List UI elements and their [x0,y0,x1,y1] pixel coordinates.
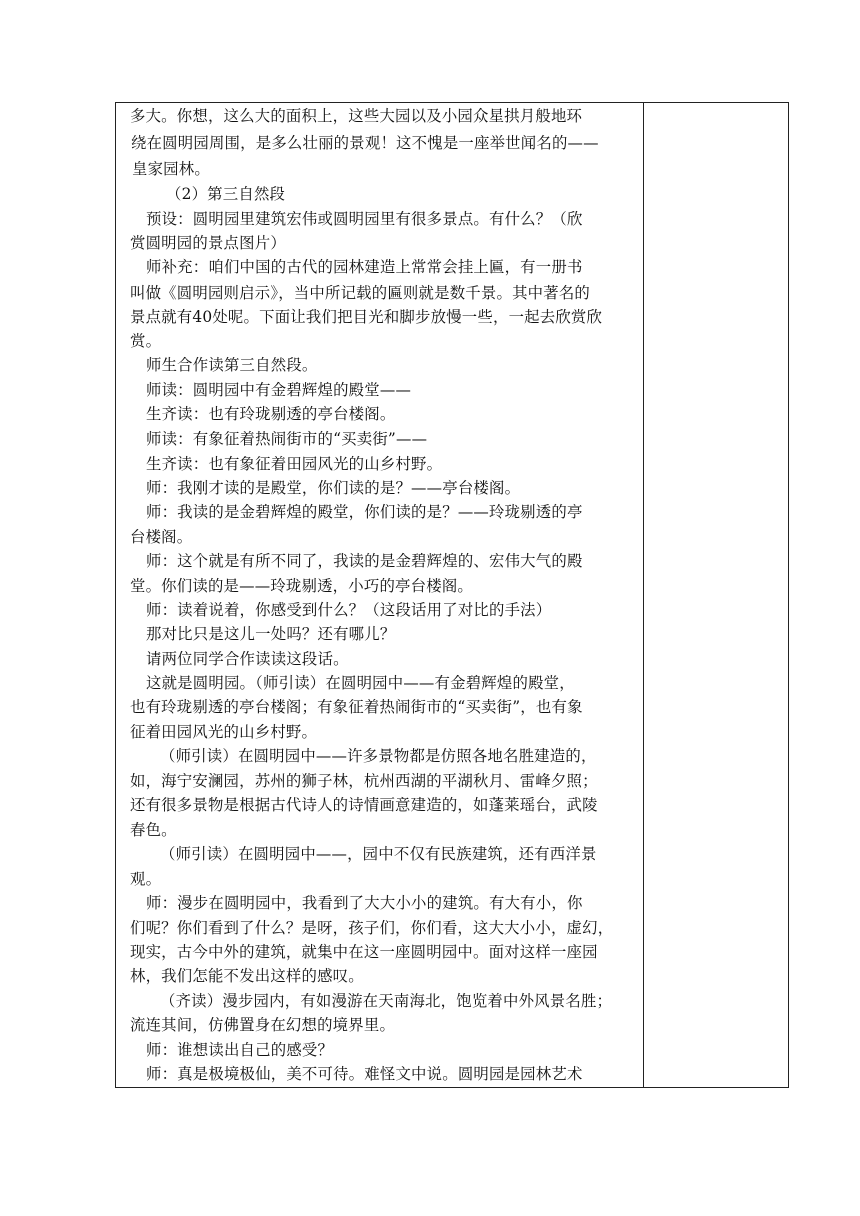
text-line: 皇家园林。 [132,160,210,178]
text-line: 还有很多景物是根据古代诗人的诗情画意建造的，如蓬莱瑶台，武陵 [130,796,598,814]
text-line: 多大。你想，这么大的面积上，这些大园以及小园众星拱月般地环 [130,107,583,125]
text-line: 预设：圆明园里建筑宏伟或圆明园里有很多景点。有什么？（欣 [146,210,583,228]
lesson-content-cell [116,103,643,1087]
text-line: 师：我刚才读的是殿堂，你们读的是？——亭台楼阁。 [146,479,521,497]
section-heading: （2）第三自然段 [166,185,286,203]
text-line: 师：漫步在圆明园中，我看到了大大小小的建筑。有大有小，你 [146,894,583,912]
text-line: 春色。 [130,821,177,839]
text-line: 台楼阁。 [130,528,193,546]
text-line: 这就是圆明园。（师引读）在圆明园中——有金碧辉煌的殿堂， [146,674,575,692]
text-line: 那对比只是这儿一处吗？还有哪儿？ [146,625,396,643]
text-line: 赏。 [130,332,162,350]
text-line: 师读：圆明园中有金碧辉煌的殿堂—— [146,381,412,399]
text-line: 师：真是极境极仙，美不可待。难怪文中说。圆明园是园林艺术 [146,1065,583,1083]
text-line: 师补充：咱们中国的古代的园林建造上常常会挂上匾，有一册书 [146,258,583,276]
text-line: （齐读）漫步园内，有如漫游在天南海北，饱览着中外风景名胜； [160,992,613,1010]
text-line: 景点就有40处呢。下面让我们把目光和脚步放慢一些，一起去欣赏欣 [130,308,603,326]
text-line: 如，海宁安澜园，苏州的狮子林，杭州西湖的平湖秋月、雷峰夕照； [130,772,598,790]
text-line: 请两位同学合作读读这段话。 [146,650,349,668]
text-line: 观。 [130,870,162,888]
text-line: 师：我读的是金碧辉煌的殿堂，你们读的是？——玲珑剔透的亭 [146,503,583,521]
text-line: 师读：有象征着热闹街市的“买卖街”—— [146,430,428,448]
text-line: （师引读）在圆明园中——许多景物都是仿照各地名胜建造的， [160,747,597,765]
text-line: 林，我们怎能不发出这样的感叹。 [130,967,364,985]
text-line: 征着田园风光的山乡村野。 [130,723,318,741]
text-line: 也有玲珑剔透的亭台楼阁；有象征着热闹街市的“买卖街”，也有象 [130,698,583,716]
text-line: 现实，古今中外的建筑，就集中在这一座圆明园中。面对这样一座园 [130,943,598,961]
text-line: 生齐读：也有玲珑剔透的亭台楼阁。 [146,405,396,423]
lesson-table [115,102,789,1088]
text-line: 师：谁想读出自己的感受？ [146,1041,334,1059]
text-line: （师引读）在圆明园中——，园中不仅有民族建筑，还有西洋景 [160,845,597,863]
text-line: 们呢？你们看到了什么？是呀，孩子们，你们看，这大大小小，虚幻， [130,919,614,937]
text-line: 师生合作读第三自然段。 [146,356,318,374]
text-line: 师：读着说着，你感受到什么？（这段话用了对比的手法） [146,601,552,619]
text-line: 生齐读：也有象征着田园风光的山乡村野。 [146,455,443,473]
notes-cell [644,103,788,1087]
text-line: 堂。你们读的是——玲珑剔透，小巧的亭台楼阁。 [130,577,473,595]
text-line: 流连其间，仿佛置身在幻想的境界里。 [130,1016,396,1034]
text-line: 赏圆明园的景点图片） [130,234,286,252]
text-line: 叫做《圆明园则启示》，当中所记载的匾则就是数千景。其中著名的 [130,284,591,302]
text-line: 师：这个就是有所不同了，我读的是金碧辉煌的、宏伟大气的殿 [146,552,583,570]
text-line: 绕在圆明园周围，是多么壮丽的景观！这不愧是一座举世闻名的—— [131,134,599,152]
